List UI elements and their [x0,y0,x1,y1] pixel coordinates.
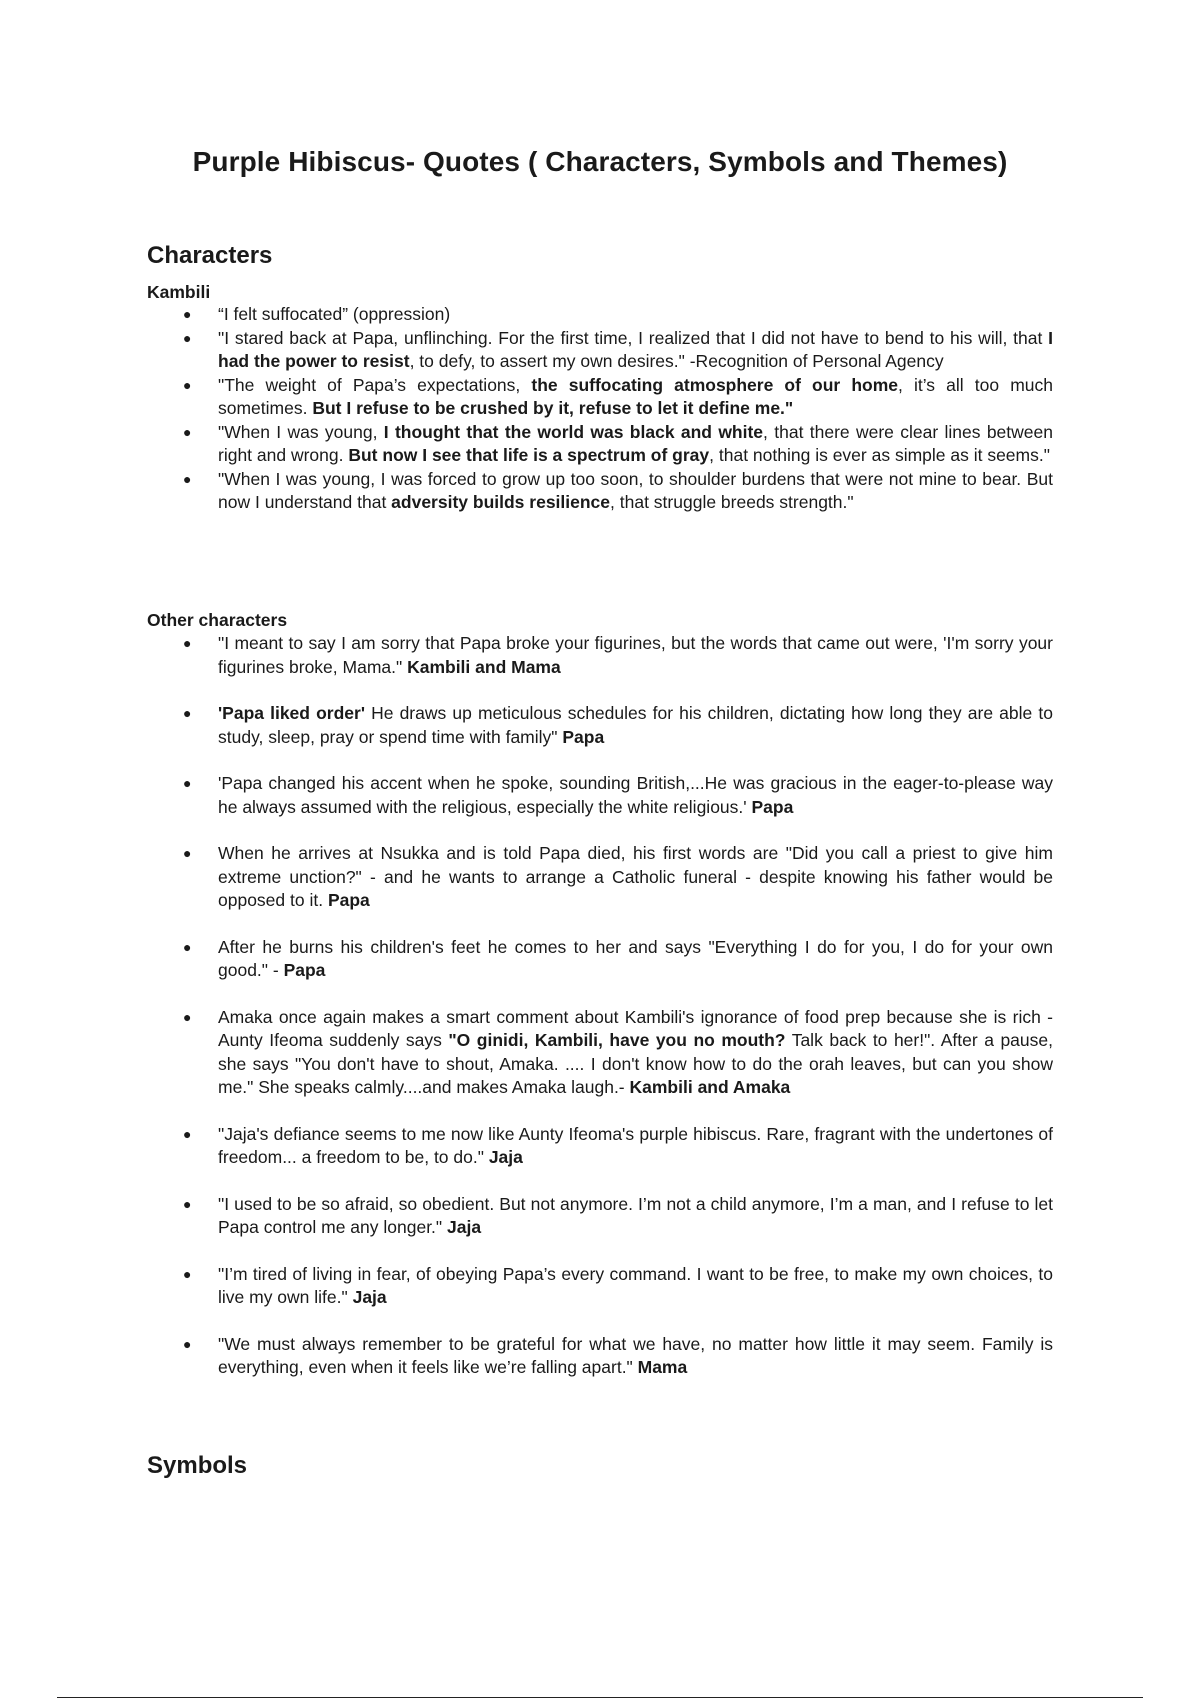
bullet-icon: ● [183,470,192,487]
bullet-icon: ● [183,1125,192,1142]
quote-emphasis: I had the power to resist [218,327,1053,371]
quote-emphasis: "O ginidi, Kambili, have you no mouth? [448,1030,786,1050]
quote-text: After he burns his children's feet he comes to her and says "Everything I do for you, I do for your own good." - [218,936,1053,980]
quote-item [147,1123,1053,1170]
quote-item [147,327,1053,374]
quote-emphasis: Papa [283,960,326,980]
quote-text: When he arrives at Nsukka and is told Papa died, his first words are "Did you call a priest to give him extreme unction?" - and he wants to arrange a Catholic funeral - despite knowing his father would be opposed to it. [218,843,1053,910]
bullet-icon: ● [183,329,192,346]
quote-item [147,936,1053,983]
quote-text: 'Papa changed his accent when he spoke, sounding British,...He was gracious in the eager-to-please way he always assumed with the religious, especially the white religious.' [218,773,1053,817]
quote-text: "When I was young, I was forced to grow up too soon, to shoulder burdens that were not mine to bear. But now I understand that [218,468,1053,512]
bullet-icon: ● [183,775,192,791]
quote-text: Talk back to her!". After a pause, she says "You don't have to shout, Amaka. .... I don't know how to do the orah leaves, but can you show me." She speaks calmly....and makes Amaka laugh.- [218,1030,1053,1097]
bullet-icon: ● [183,423,192,440]
quote-item [147,1333,1053,1380]
quote-emphasis: adversity builds resilience [391,492,611,512]
bullet-icon: ● [183,1008,192,1025]
quote-text: "I used to be so afraid, so obedient. But not anymore. I’m not a child anymore, I’m a man, and I refuse to let Papa control me any longer." [218,1193,1053,1237]
quote-emphasis: Jaja [488,1147,523,1167]
bullet-icon: ● [183,306,192,322]
section-heading-characters: Characters [147,242,273,269]
quote-emphasis: Papa [751,796,794,817]
bullet-icon: ● [183,1195,192,1212]
quote-item [147,1263,1053,1310]
quote-item [147,421,1053,468]
document-title: Purple Hibiscus- Quotes ( Characters, Symbols and Themes) [192,146,1008,177]
quote-emphasis: Kambili and Amaka [629,1077,791,1097]
quote-text: He draws up meticulous schedules for his children, dictating how long they are able to study, sleep, pray or spend time with family" [218,703,1053,747]
bullet-icon: ● [183,705,192,721]
quote-emphasis: the suffocating atmosphere of our home [531,374,899,395]
quote-text: , that struggle breeds strength." [610,492,854,512]
quote-emphasis: Kambili and Mama [407,656,561,677]
quote-text: "The weight of Papa’s expectations, [218,374,532,395]
quote-emphasis: 'Papa liked order' [218,703,365,723]
quote-text: Amaka once again makes a smart comment about Kambili's ignorance of food prep because she is rich - Aunty Ifeoma suddenly says [218,1006,1053,1050]
quote-text: "We must always remember to be grateful for what we have, no matter how little it may seem. Family is everything, even when it feels like we’re falling apart." [218,1333,1053,1377]
quote-text: , to defy, to assert my own desires." -Recognition of Personal Agency [409,351,944,371]
quote-text: "I stared back at Papa, unflinching. For the first time, I realized that I did not have to bend to his will, that [218,327,1049,348]
quote-text: "I meant to say I am sorry that Papa broke your figurines, but the words that came out were, 'I'm sorry your figurines broke, Mama." [218,633,1053,677]
quote-emphasis: Mama [637,1357,688,1377]
quote-emphasis: Jaja [352,1287,387,1307]
quote-text: "When I was young, [218,421,384,442]
subheading-other-characters: Other characters [147,610,288,630]
bullet-icon: ● [183,938,192,955]
quote-text: "Jaja's defiance seems to me now like Aunty Ifeoma's purple hibiscus. Rare, fragrant with the undertones of freedom... a freedom to be, to do." [218,1123,1053,1167]
quote-emphasis: I thought that the world was black and white [383,421,764,442]
quote-emphasis: Jaja [447,1217,482,1237]
other-characters-quote-list [147,632,1053,1403]
quote-emphasis: Papa [327,890,370,910]
quote-item [147,842,1053,913]
quote-item [147,1006,1053,1100]
quote-text: , that nothing is ever as simple as it seems." [709,445,1050,465]
quote-item [147,1193,1053,1240]
kambili-quote-list [147,303,1053,515]
quote-item [147,632,1053,679]
bullet-icon: ● [183,845,192,861]
quote-text: , it’s all too much sometimes. [218,374,1053,418]
quote-emphasis: But I refuse to be crushed by it, refuse to let it define me." [312,398,794,418]
quote-item [147,772,1053,819]
bullet-icon: ● [183,1335,192,1352]
section-heading-symbols: Symbols [147,1452,248,1479]
quote-text: "I’m tired of living in fear, of obeying Papa’s every command. I want to be free, to make my own choices, to live my own life." [218,1263,1053,1307]
bullet-icon: ● [183,1265,192,1282]
quote-emphasis: But now I see that life is a spectrum of gray [348,445,710,465]
quote-item [147,702,1053,749]
quote-text: , that there were clear lines between right and wrong. [218,421,1053,465]
quote-item [147,468,1053,515]
bullet-icon: ● [183,376,192,393]
page-bottom-divider [57,1697,1143,1698]
quote-item [147,374,1053,421]
quote-item [147,303,1053,327]
subheading-kambili: Kambili [147,282,211,302]
quote-text: “I felt suffocated” (oppression) [218,304,451,324]
quote-emphasis: Papa [562,726,605,747]
bullet-icon: ● [183,635,192,651]
